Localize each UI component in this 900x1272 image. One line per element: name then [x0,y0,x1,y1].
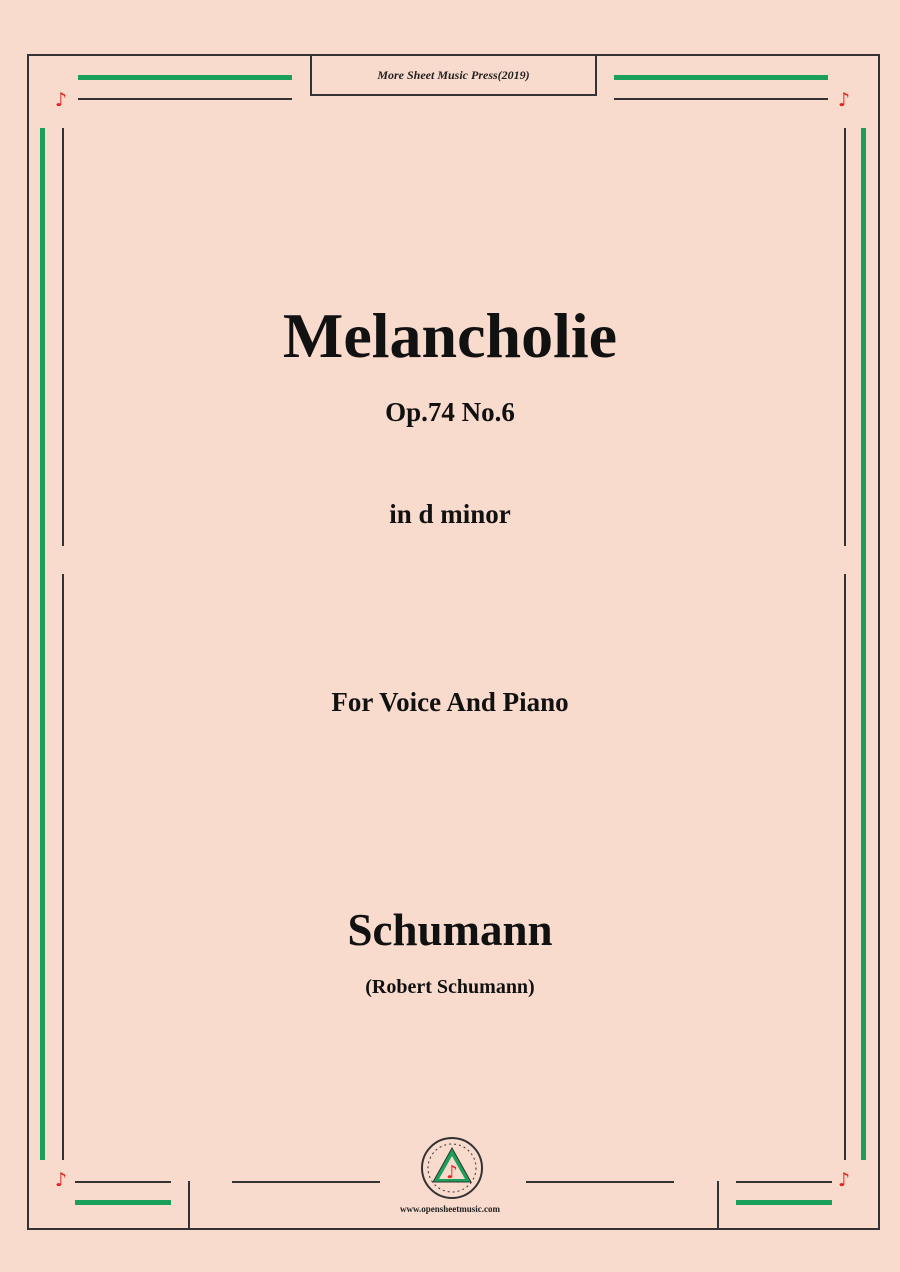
top-right-green-rule [614,75,828,80]
left-rule-lower [62,574,64,1160]
right-rule-lower [844,574,846,1160]
triangle-note-logo-icon [420,1136,484,1200]
right-green-rule [861,128,866,1160]
composer-name: Schumann [347,905,553,955]
top-left-rule [78,98,292,100]
top-left-green-rule [78,75,292,80]
svg-text:♪: ♪ [446,1162,458,1183]
bottom-left-rule [75,1181,171,1183]
website-url[interactable]: www.opensheetmusic.com [400,1204,500,1214]
instrumentation: For Voice And Piano [331,687,569,717]
left-green-rule [40,128,45,1160]
composer-full-name: (Robert Schumann) [365,976,535,998]
music-note-icon: ♪ [54,1169,68,1191]
opus-number: Op.74 No.6 [385,397,515,427]
music-note-icon: ♪ [837,89,851,111]
top-right-rule [614,98,828,100]
music-note-icon: ♪ [54,89,68,111]
page-border [27,54,880,1230]
page-title: Melancholie [282,300,618,371]
bottom-center-right-rule [526,1181,674,1183]
bottom-right-rule [736,1181,832,1183]
music-note-icon: ♪ [837,1169,851,1191]
key-signature: in d minor [389,499,511,529]
bottom-center-left-rule [232,1181,380,1183]
publisher-label: More Sheet Music Press(2019) [310,56,597,96]
